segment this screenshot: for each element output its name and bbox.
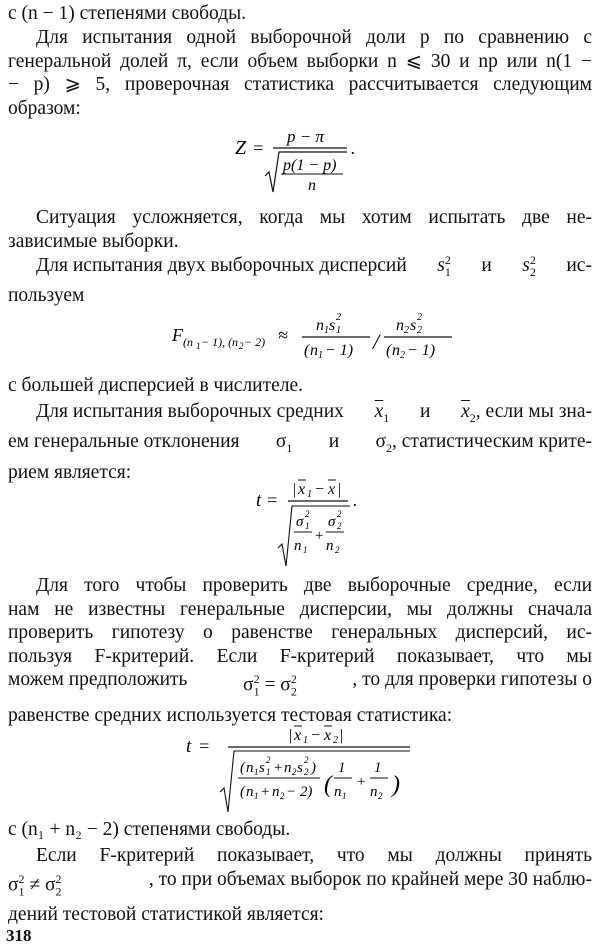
svg-text:1: 1 (196, 341, 201, 351)
svg-text:2: 2 (280, 791, 285, 801)
svg-text:x: x (324, 727, 332, 744)
svg-text:n: n (246, 760, 254, 776)
svg-text:n: n (284, 760, 292, 776)
text-line: Для испытания одной выборочной доли p по сравнению с (36, 27, 592, 48)
svg-text:− 2): − 2) (244, 335, 266, 349)
paragraph-unknown-variances (8, 574, 592, 727)
paragraph-one-proportion (8, 26, 592, 120)
svg-text:1: 1 (254, 791, 259, 801)
svg-text:|: | (292, 481, 297, 498)
svg-text:x: x (294, 727, 302, 744)
svg-text:1: 1 (336, 325, 341, 336)
svg-text:1: 1 (342, 791, 347, 801)
text-line: равенстве средних используется тестовая статистика: (8, 704, 453, 726)
svg-text:2: 2 (417, 312, 422, 323)
page-number: 318 (6, 926, 32, 945)
text-line: образом: (8, 97, 81, 119)
svg-text:(: ( (324, 772, 332, 798)
svg-text:σ: σ (296, 514, 304, 530)
symbol-sigma-not-equal: $\sigma_1^2 \ne \sigma_2^2$ (8, 871, 62, 898)
formula-t-pooled (180, 720, 420, 816)
text-line: с (n₁ + n₂ − 2) степенями свободы. (8, 819, 291, 840)
svg-text:p − π: p − π (287, 127, 324, 146)
svg-text:t: t (186, 736, 192, 757)
svg-text:2: 2 (305, 509, 310, 519)
text-segment: Для испытания выборочных средних (36, 401, 344, 422)
text-segment: , статистическим крите- (392, 431, 592, 453)
svg-text:1: 1 (303, 545, 308, 555)
symbol-sigma2: $\sigma_2$ (375, 431, 393, 456)
text-line: с (n − 1) степенями свободы. (8, 3, 247, 24)
svg-text:1: 1 (324, 325, 329, 336)
svg-text:2: 2 (292, 767, 297, 777)
svg-text:n: n (294, 538, 302, 554)
svg-text:1: 1 (307, 489, 312, 500)
svg-text:+: + (273, 760, 284, 776)
text-line: нам не известны генеральные дисперсии, мы должны сначала (8, 598, 592, 620)
svg-text:− 2): − 2) (286, 784, 313, 800)
text-line: зависимые выборки. (8, 230, 179, 252)
svg-text:2: 2 (337, 521, 342, 531)
svg-text:s: s (410, 317, 417, 334)
svg-text:− 1), (: − 1), ( (201, 335, 233, 349)
paragraph-degrees-freedom-two (8, 818, 592, 842)
svg-text:n: n (316, 317, 324, 334)
text-segment: и (481, 255, 492, 276)
svg-text:1: 1 (338, 760, 346, 776)
svg-text:Z: Z (235, 137, 247, 159)
svg-text:2: 2 (304, 767, 309, 777)
svg-text:1: 1 (318, 350, 323, 361)
svg-text:n: n (232, 335, 238, 349)
svg-text:2: 2 (335, 545, 340, 555)
svg-text:/: / (373, 329, 380, 354)
text-line: пользуем (8, 285, 85, 307)
text-segment: ис- (566, 255, 592, 276)
svg-text:1: 1 (254, 767, 259, 777)
svg-text:=: = (252, 138, 265, 158)
text-line: дений тестовой статистикой является: (8, 904, 324, 926)
text-line: Ситуация усложняется, когда мы хотим испытать две не- (36, 207, 592, 228)
svg-text:−: − (310, 727, 321, 744)
svg-text:s: s (259, 760, 265, 776)
svg-text:2: 2 (266, 755, 271, 765)
symbol-sigma-equal: $\sigma_1^2 = \sigma_2^2$ (243, 672, 297, 699)
svg-text:x: x (298, 481, 306, 498)
svg-text:(: ( (304, 342, 310, 359)
svg-text:2: 2 (239, 341, 244, 351)
svg-text:2: 2 (417, 325, 422, 336)
text-segment: Для испытания двух выборочных дисперсий (36, 255, 407, 276)
text-line: пользуя F-критерий. Если F-критерий показывает, что мы (8, 645, 592, 667)
svg-text:2: 2 (336, 312, 341, 323)
text-segment: , то при объемах выборок по крайней мере 30 наблю- (148, 868, 592, 890)
svg-text:2: 2 (404, 325, 409, 336)
svg-text:n: n (396, 317, 404, 334)
svg-text:− 1): − 1) (407, 342, 436, 359)
symbol-s1-squared: $s_1$ 2 (437, 253, 451, 279)
svg-text:1: 1 (374, 760, 382, 776)
text-line: − p) ⩾ 5, проверочная статистика рассчитывается следующим (8, 74, 592, 95)
svg-text:): ) (311, 760, 316, 776)
svg-text:.: . (353, 490, 358, 510)
svg-text:1: 1 (266, 767, 271, 777)
paragraph-two-samples (8, 206, 592, 253)
svg-text:2: 2 (400, 350, 405, 361)
text-segment: и (420, 401, 431, 422)
svg-text:(: ( (240, 784, 245, 800)
text-line: рием является: (8, 461, 132, 483)
text-segment: ем генеральные отклонения (8, 431, 240, 453)
svg-text:(n: (n (183, 335, 193, 349)
svg-text:+: + (356, 774, 367, 790)
svg-text:≈: ≈ (278, 325, 288, 345)
svg-text:2: 2 (378, 791, 383, 801)
formula-f-statistic (170, 305, 460, 367)
svg-text:n: n (272, 784, 280, 800)
symbol-s2-squared: $s_2$ 2 (522, 253, 536, 279)
svg-text:2: 2 (337, 509, 342, 519)
svg-text:.: . (351, 138, 356, 158)
svg-text:2: 2 (304, 755, 309, 765)
text-segment: и (328, 431, 340, 453)
svg-text:s: s (297, 760, 303, 776)
svg-text:(: ( (386, 342, 392, 359)
formula-t-known-sigma (250, 470, 380, 570)
formula-z-statistic (225, 120, 375, 200)
paragraph-larger-variance (8, 374, 592, 398)
paragraph-degrees-freedom (8, 2, 592, 26)
text-line: Если F-критерий показывает, что мы должны принять (36, 845, 592, 866)
text-line: Для того чтобы проверить две выборочные средние, если (36, 575, 592, 596)
svg-text:n: n (334, 784, 342, 800)
svg-text:): ) (392, 772, 400, 798)
symbol-x2-bar: $\overline{x}_2$ (461, 401, 476, 425)
svg-text:n: n (370, 784, 378, 800)
svg-text:σ: σ (328, 514, 336, 530)
text-segment: можем предположить (8, 669, 188, 690)
svg-text:=: = (198, 736, 211, 756)
svg-text:1: 1 (305, 521, 310, 531)
text-segment: , то для проверки гипотезы о (352, 669, 592, 690)
symbol-x1-bar: $\overline{x}_1$ (374, 401, 390, 425)
text-line: генеральной долей π, если объем выборки n ⩽ 30 и np или n(1 − (8, 50, 592, 72)
svg-text:n: n (392, 342, 400, 359)
svg-text:|: | (337, 481, 342, 498)
svg-text:−: − (314, 481, 325, 498)
svg-text:|: | (288, 727, 293, 744)
svg-text:(: ( (240, 760, 245, 776)
svg-text:t: t (256, 490, 262, 511)
svg-text:=: = (266, 490, 279, 510)
svg-text:1: 1 (303, 735, 308, 746)
paragraph-unequal-variances (8, 844, 592, 927)
text-segment: , если мы зна- (475, 401, 592, 422)
svg-text:s: s (329, 317, 336, 334)
paragraph-two-variances (8, 254, 592, 308)
text-line: с большей дисперсией в числителе. (8, 375, 304, 396)
svg-text:− 1): − 1) (325, 342, 354, 359)
svg-text:+: + (314, 528, 325, 544)
svg-text:n: n (326, 538, 334, 554)
svg-text:n: n (308, 177, 316, 194)
svg-text:2: 2 (333, 735, 338, 746)
svg-text:x: x (328, 481, 336, 498)
svg-text:|: | (339, 727, 344, 744)
svg-text:+: + (260, 784, 271, 800)
svg-text:F: F (172, 325, 183, 345)
text-line: проверить гипотезу о равенстве генеральных дисперсий, ис- (8, 622, 592, 643)
svg-text:n: n (310, 342, 318, 359)
svg-text:n: n (246, 784, 254, 800)
symbol-sigma1: $\sigma_1$ (275, 431, 293, 456)
svg-text:p(1 − p): p(1 − p) (283, 157, 337, 174)
